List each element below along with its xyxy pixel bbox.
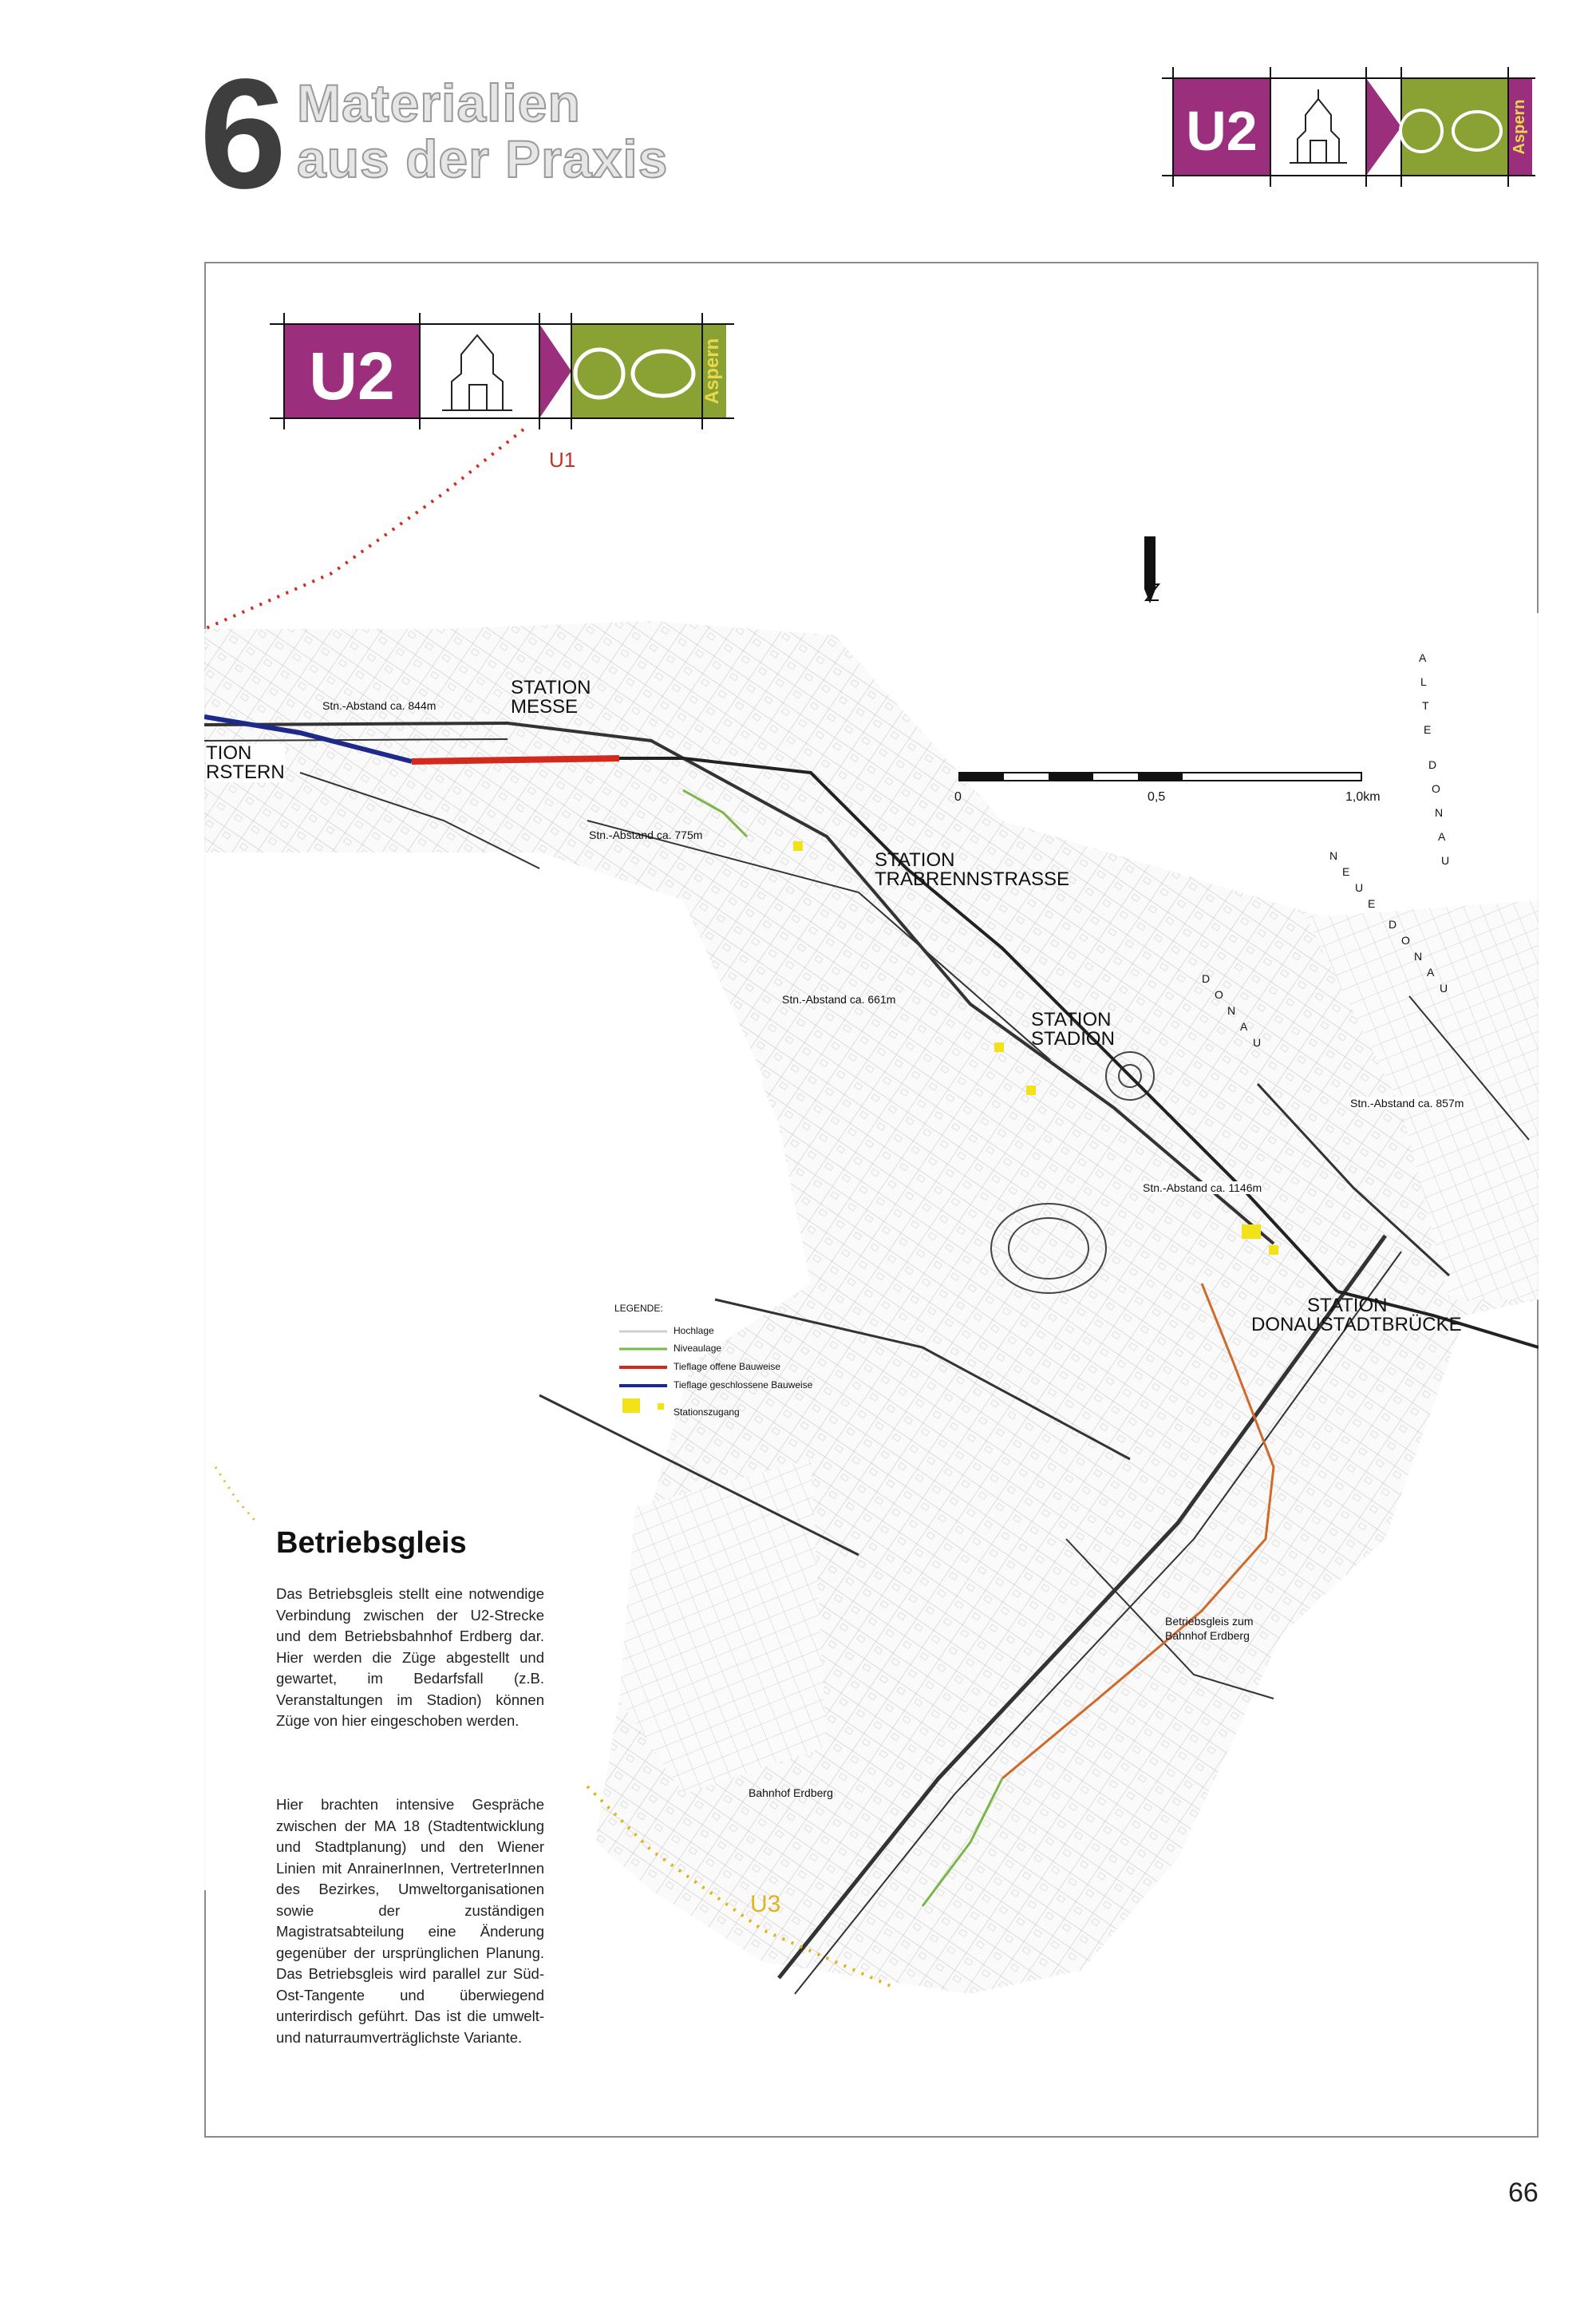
chapter-number: 6 [200,46,287,221]
logo-destination: Aspern [701,338,723,405]
station-trabrennstrasse-label: STATION TRABRENNSTRASSE [875,849,1070,890]
article-paragraph-2: Hier brachten intensive Gespräche zwischen der MA 18 (Stadtentwicklung und Stadtplanung) und den Wiener Linien mit AnrainerInnen, VertreterInnen des Bezirkes, Umweltorganisationen sowie der zuständigen Magistratsabteilung eine Änderung gegenüber der ursprünglichen Planung. Das Betriebsgleis wird parallel zur Süd-Ost-Tangente und überwiegend unterirdisch geführt. Das ist die umwelt- und naturraumverträglichste Variante. [276,1796,544,2046]
distance-label-4: Stn.-Abstand ca. 857m [1350,1097,1464,1110]
station-praterstern-label: TION RSTERN [206,742,285,783]
u1-label: U1 [549,448,576,472]
chapter-title-line1: Materialien [297,73,581,133]
scale-label-1km: 1,0km [1345,790,1381,804]
distance-label-3: Stn.-Abstand ca. 661m [782,993,896,1006]
distance-label-2: Stn.-Abstand ca. 775m [589,829,703,841]
page-number: 66 [1508,2178,1539,2208]
legend-item: Stationszugang [674,1406,740,1418]
legend-item: Tieflage geschlossene Bauweise [674,1379,813,1390]
logo-destination: Aspern [1511,99,1528,155]
station-stadion-label: STATION STADION [1031,1009,1115,1050]
scale-bar [959,773,1361,781]
depot-track-label: Betriebsgleis zum Bahnhof Erdberg [1165,1615,1254,1642]
u3-label: U3 [750,1891,781,1917]
bahnhof-erdberg-label: Bahnhof Erdberg [749,1786,833,1799]
station-messe-label: STATION MESSE [511,677,591,718]
u2-aspern-logo-small [1162,67,1535,187]
article-heading: Betriebsgleis [276,1526,467,1560]
scale-label-0: 0 [954,790,962,804]
legend-item: Tieflage offene Bauweise [674,1361,781,1372]
logo-line-label: U2 [1186,100,1258,162]
north-arrow-icon [1144,536,1159,603]
u1-connection [204,429,523,629]
legend-item: Niveaulage [674,1343,722,1354]
chapter-title-line2: aus der Praxis [297,129,669,188]
distance-label-5: Stn.-Abstand ca. 1146m [1143,1181,1262,1194]
u2-aspern-logo-map [270,313,734,429]
logo-line-label: U2 [309,338,395,413]
station-donaustadtbruecke-label: STATION DONAUSTADTBRÜCKE [1251,1295,1462,1335]
article-paragraph-1: Das Betriebsgleis stellt eine notwendige Verbindung zwischen der U2-Strecke und dem Betriebsbahnhof Erdberg dar. Hier werden die Züge abgestellt und gewartet, im Bedarfsfall (z.B. Veranstaltungen im Stadion) können Züge von hier eingeschoben werden. [276,1585,544,1729]
legend-item: Hochlage [674,1325,714,1336]
logo-green-block [1401,78,1513,176]
legend-title: LEGENDE: [614,1303,663,1314]
scale-label-half: 0,5 [1148,790,1166,804]
distance-label-1: Stn.-Abstand ca. 844m [322,699,437,712]
